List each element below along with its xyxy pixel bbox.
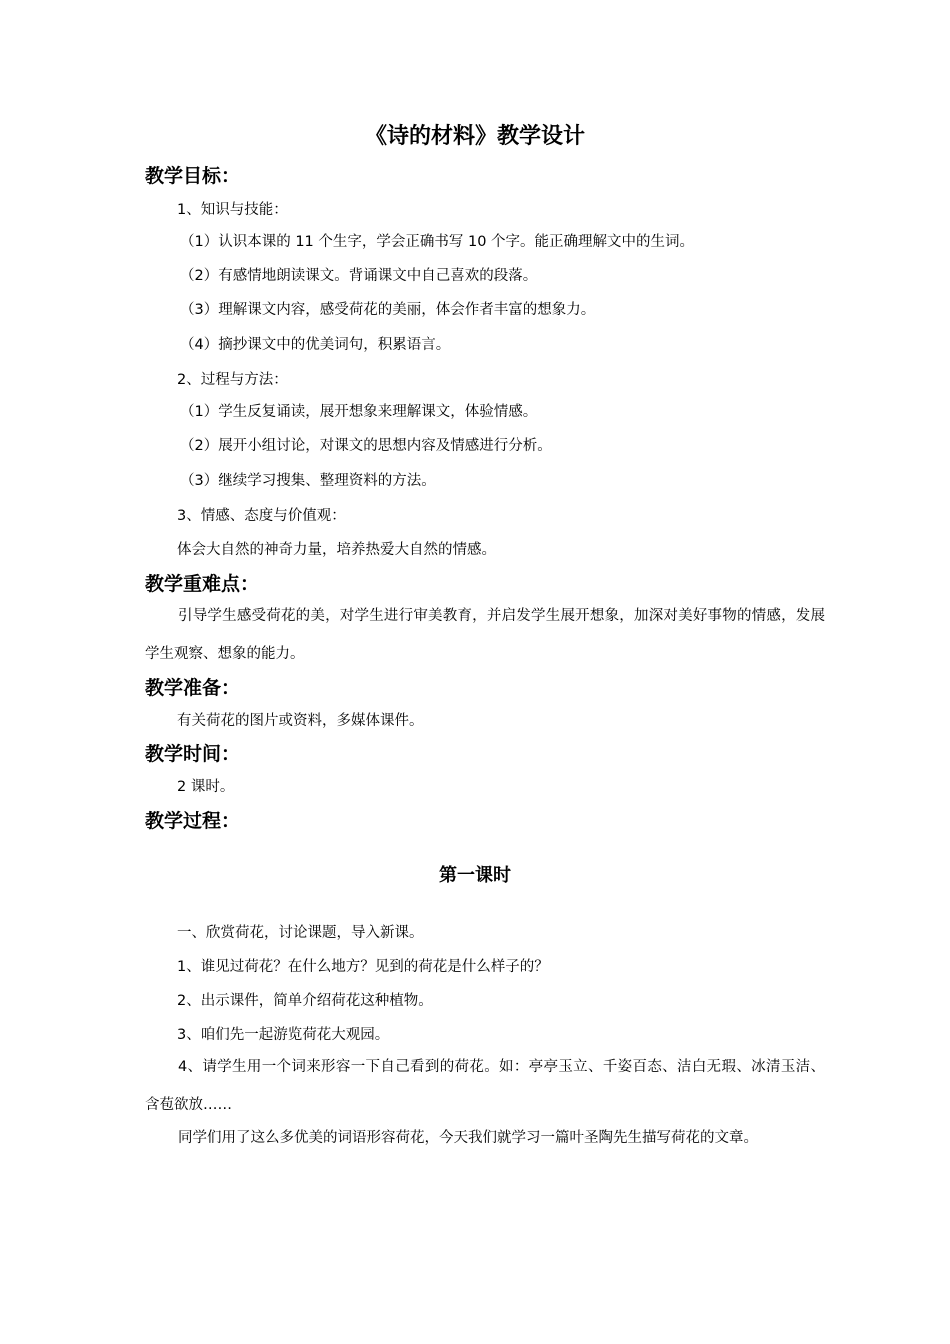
goals-item: （3）理解课文内容，感受荷花的美丽，体会作者丰富的想象力。: [180, 302, 596, 318]
goals-item: （1）学生反复诵读，展开想象来理解课文，体验情感。: [180, 404, 538, 420]
goals-section-2: 2、过程与方法：: [177, 372, 288, 388]
heading-preparation: 教学准备：: [145, 677, 241, 699]
goals-item: （2）有感情地朗读课文。背诵课文中自己喜欢的段落。: [180, 268, 538, 284]
heading-goals: 教学目标：: [145, 165, 241, 187]
goals-item: （2）展开小组讨论，对课文的思想内容及情感进行分析。: [180, 438, 552, 454]
document-title: 《诗的材料》教学设计: [364, 124, 585, 149]
preparation-text: 有关荷花的图片或资料，多媒体课件。: [177, 713, 424, 729]
process-step-4: 4、请学生用一个词来形容一下自己看到的荷花。如：亭亭玉立、千姿百态、洁白无瑕、冰清玉洁、含苞欲放……: [145, 1059, 825, 1113]
goals-section-1: 1、知识与技能：: [177, 202, 288, 218]
heading-time: 教学时间：: [145, 743, 241, 765]
process-step-heading: 一、欣赏荷花，讨论课题，导入新课。: [177, 925, 424, 941]
process-step: 1、谁见过荷花？在什么地方？见到的荷花是什么样子的？: [177, 959, 549, 975]
process-closing: 同学们用了这么多优美的词语形容荷花，今天我们就学习一篇叶圣陶先生描写荷花的文章。: [178, 1130, 758, 1146]
time-text: 2 课时。: [177, 779, 235, 795]
heading-key-points: 教学重难点：: [145, 573, 260, 595]
process-step: 3、咱们先一起游览荷花大观园。: [177, 1027, 390, 1043]
goals-section-3: 3、情感、态度与价值观：: [177, 508, 346, 524]
goals-section-3-text: 体会大自然的神奇力量，培养热爱大自然的情感。: [177, 542, 496, 558]
key-points-text: 引导学生感受荷花的美，对学生进行审美教育，并启发学生展开想象，加深对美好事物的情感，发展学生观察、想象的能力。: [145, 608, 825, 662]
process-step: 2、出示课件，简单介绍荷花这种植物。: [177, 993, 433, 1009]
session-title: 第一课时: [439, 865, 511, 886]
goals-item: （3）继续学习搜集、整理资料的方法。: [180, 473, 436, 489]
goals-item: （1）认识本课的 11 个生字，学会正确书写 10 个字。能正确理解文中的生词。: [180, 234, 695, 250]
heading-process: 教学过程：: [145, 810, 241, 832]
goals-item: （4）摘抄课文中的优美词句，积累语言。: [180, 337, 451, 353]
